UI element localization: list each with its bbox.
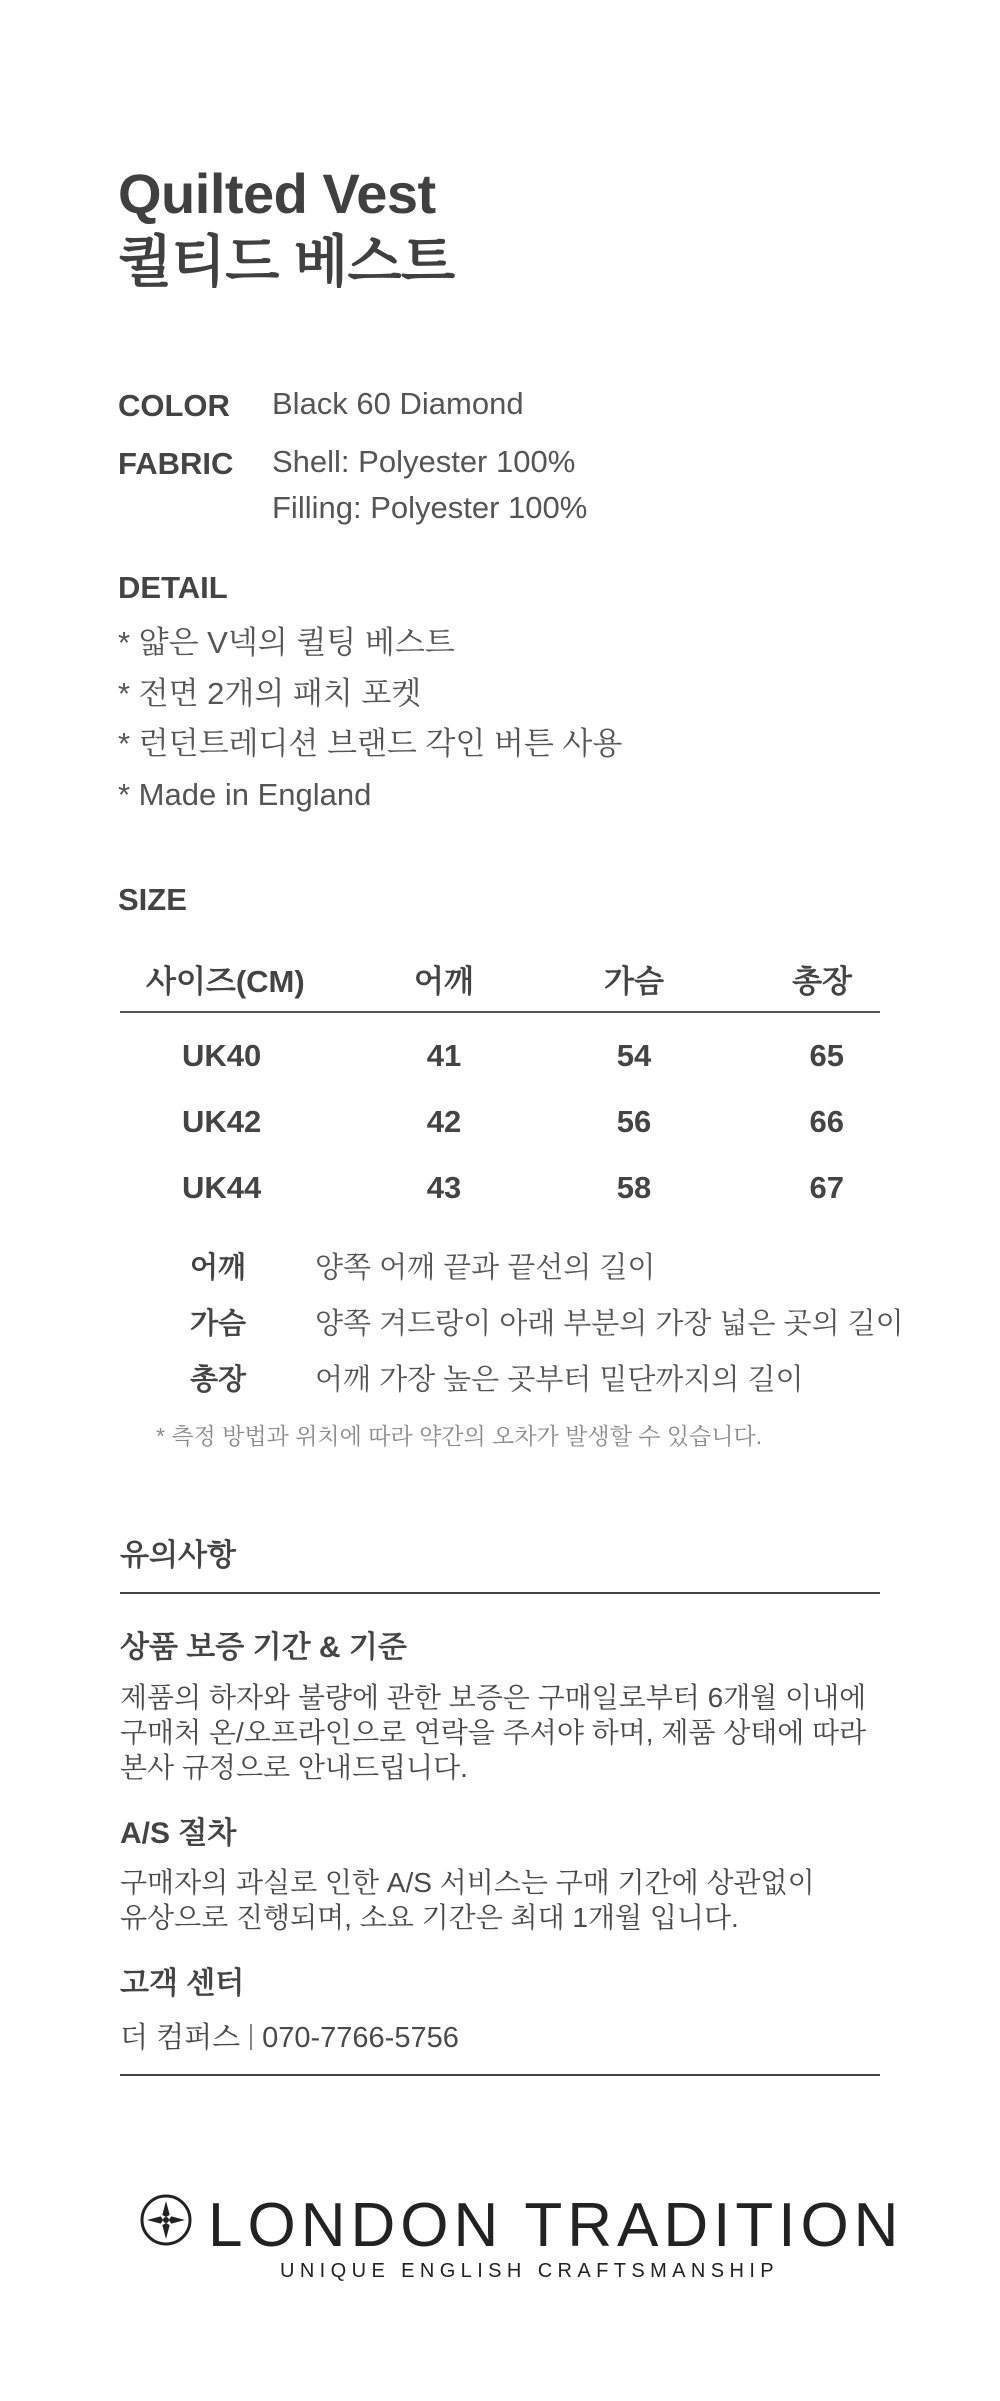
header-chest: 가슴: [534, 945, 734, 1012]
shoulder-cell: 41: [426, 1038, 462, 1073]
divider: [120, 1592, 880, 1594]
table-row: [120, 1012, 880, 1089]
warranty-title: 상품 보증 기간 & 기준: [120, 1631, 407, 1664]
length-cell: 66: [809, 1104, 844, 1139]
notice-heading: 유의사항: [120, 1539, 236, 1572]
table-row: [120, 1155, 880, 1221]
brand-name: LONDON TRADITION: [208, 2191, 904, 2260]
warranty-line: 구매처 온/오프라인으로 연락을 주셔야 하며, 제품 상태에 따라: [120, 1717, 867, 1748]
definition-text: 양쪽 어깨 끝과 끝선의 길이: [315, 1252, 656, 1284]
warranty-line: 제품의 하자와 불량에 관한 보증은 구매일로부터 6개월 이내에: [120, 1682, 867, 1713]
length-cell: 67: [809, 1170, 844, 1205]
shoulder-cell: 43: [426, 1170, 462, 1205]
warranty-line: 본사 규정으로 안내드립니다.: [120, 1752, 468, 1783]
table-row: [120, 1089, 880, 1155]
detail-item: * 런던트레디션 브랜드 각인 버튼 사용: [118, 726, 623, 761]
customer-center-contact: [120, 2015, 459, 2056]
definition-term: 총장: [190, 1364, 247, 1396]
fabric-line-1: Shell: Polyester 100%: [272, 444, 576, 479]
size-table: [120, 945, 880, 1221]
detail-item: * Made in England: [118, 776, 372, 812]
divider: [120, 2074, 880, 2076]
chest-cell: 56: [616, 1104, 652, 1139]
cs-company: 더 컴퍼스: [120, 2022, 241, 2054]
as-text: [120, 1865, 815, 1935]
brand-tagline: UNIQUE ENGLISH CRAFTSMANSHIP: [280, 2260, 780, 2282]
brand-logo: [140, 2190, 904, 2290]
cs-phone[interactable]: 070-7766-5756: [262, 2022, 459, 2054]
customer-center-title: 고객 센터: [120, 1967, 245, 2000]
fabric-label: FABRIC: [118, 446, 234, 481]
detail-item: * 얇은 V넥의 퀼팅 베스트: [118, 625, 455, 660]
fabric-line-2: Filling: Polyester 100%: [272, 490, 588, 525]
size-cell: UK42: [182, 1104, 262, 1139]
size-table-header: [120, 945, 880, 1012]
warranty-text: [120, 1680, 866, 1785]
chest-cell: 58: [616, 1170, 652, 1205]
as-title: A/S 절차: [120, 1817, 237, 1850]
product-title-en: Quilted Vest: [118, 162, 436, 225]
as-line: 유상으로 진행되며, 소요 기간은 최대 1개월 입니다.: [120, 1902, 739, 1933]
detail-item: * 전면 2개의 패치 포켓: [118, 675, 422, 711]
header-length: 총장: [734, 945, 880, 1012]
compass-star-icon: [140, 2194, 192, 2246]
definition-row: [190, 1357, 804, 1398]
size-cell: UK40: [182, 1038, 262, 1073]
size-cell: UK44: [182, 1170, 262, 1205]
definition-row: [190, 1245, 655, 1286]
definition-term: 어깨: [190, 1252, 247, 1284]
size-heading: SIZE: [118, 882, 187, 917]
header-size: 사이즈(CM): [120, 945, 354, 1012]
as-line: 구매자의 과실로 인한 A/S 서비스는 구매 기간에 상관없이: [120, 1867, 815, 1898]
product-title-ko: 퀼티드 베스트: [118, 230, 455, 293]
product-title: [118, 160, 455, 296]
detail-heading: DETAIL: [118, 570, 228, 605]
header-shoulder: 어깨: [354, 945, 534, 1012]
detail-list: [118, 618, 622, 820]
definition-text: 어깨 가장 높은 곳부터 밑단까지의 길이: [315, 1364, 804, 1396]
color-label: COLOR: [118, 388, 230, 423]
color-value: Black 60 Diamond: [272, 386, 524, 421]
shoulder-cell: 42: [426, 1104, 462, 1139]
length-cell: 65: [809, 1038, 844, 1073]
separator: [250, 2024, 252, 2050]
definition-text: 양쪽 겨드랑이 아래 부분의 가장 넓은 곳의 길이: [315, 1308, 904, 1340]
chest-cell: 54: [616, 1038, 652, 1073]
definition-row: [190, 1301, 904, 1342]
definition-term: 가슴: [190, 1308, 247, 1340]
measurement-note: * 측정 방법과 위치에 따라 약간의 오차가 발생할 수 있습니다.: [156, 1423, 763, 1449]
